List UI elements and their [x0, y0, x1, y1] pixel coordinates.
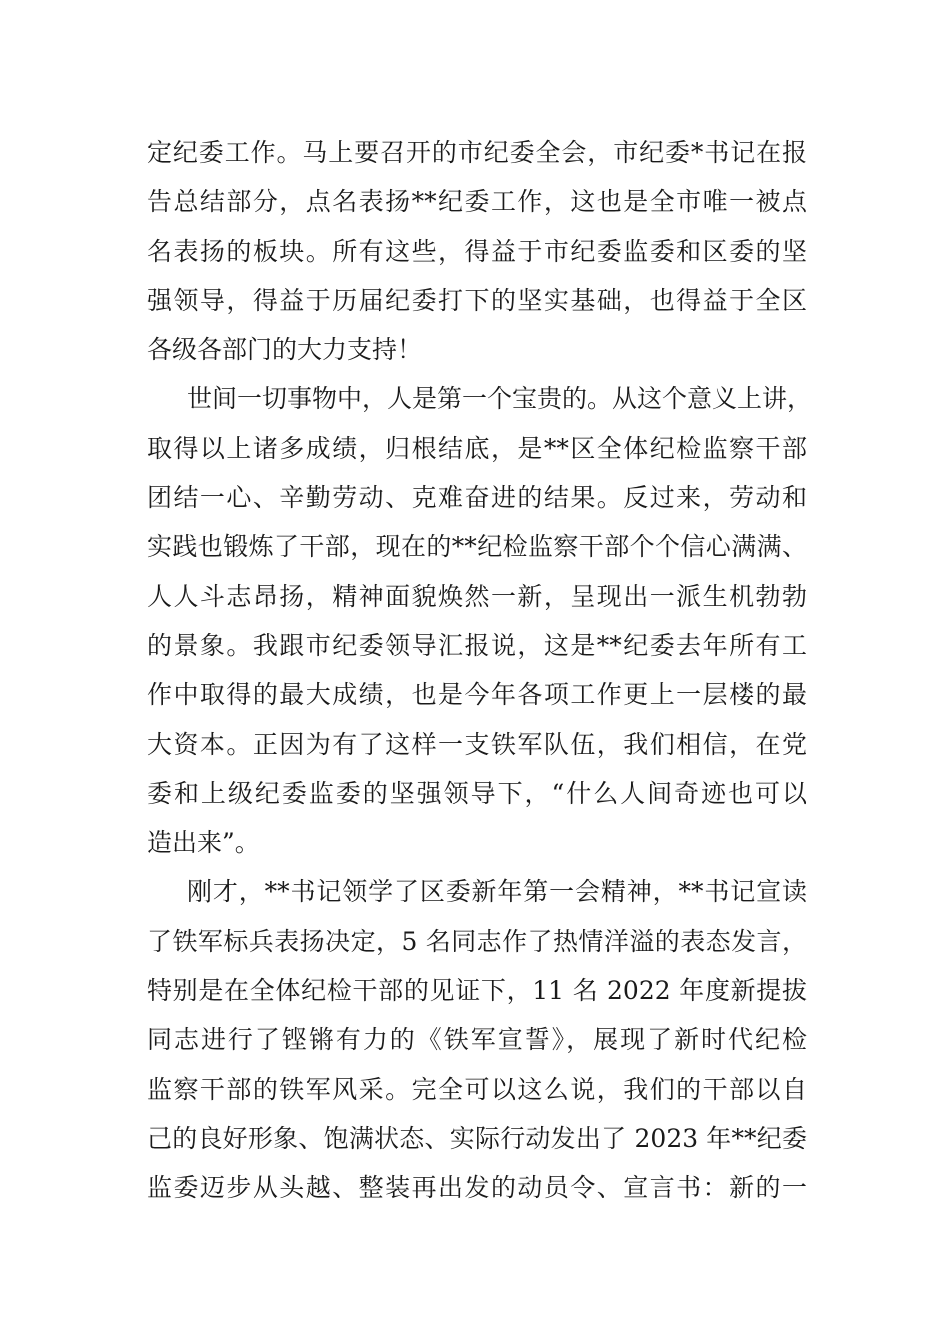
text-line: 委和上级纪委监委的坚强领导下，“什么人间奇迹也可以 [147, 778, 807, 808]
text-line: 造出来”。 [147, 828, 260, 858]
text-line: 特别是在全体纪检干部的见证下，11 名 2022 年度新提拔 [147, 976, 807, 1006]
text-line: 团结一心、辛勤劳动、克难奋进的结果。反过来，劳动和 [147, 483, 807, 513]
text-line: 定纪委工作。马上要召开的市纪委全会，市纪委*书记在报 [147, 138, 807, 167]
text-line: 强领导，得益于历届纪委打下的坚实基础，也得益于全区 [147, 285, 807, 315]
text-line: 大资本。正因为有了这样一支铁军队伍，我们相信，在党 [147, 729, 807, 759]
text-line: 监委迈步从头越、整装再出发的动员令、宣言书：新的一 [147, 1173, 807, 1203]
text-line: 世间一切事物中，人是第一个宝贵的。从这个意义上讲， [187, 384, 813, 414]
text-line: 取得以上诸多成绩，归根结底，是**区全体纪检监察干部 [147, 433, 807, 463]
text-line: 作中取得的最大成绩，也是今年各项工作更上一层楼的最 [147, 680, 807, 710]
text-line: 告总结部分，点名表扬**纪委工作，这也是全市唯一被点 [147, 187, 807, 217]
body-text [147, 128, 813, 1213]
text-line: 名表扬的板块。所有这些，得益于市纪委监委和区委的坚 [147, 236, 807, 266]
text-line: 了铁军标兵表扬决定，5 名同志作了热情洋溢的表态发言， [147, 926, 807, 956]
text-line: 监察干部的铁军风采。完全可以这么说，我们的干部以自 [147, 1074, 807, 1104]
text-line: 实践也锻炼了干部，现在的**纪检监察干部个个信心满满、 [147, 532, 807, 562]
text-line: 刚才，**书记领学了区委新年第一会精神，**书记宣读 [187, 877, 807, 907]
text-line: 各级各部门的大力支持！ [147, 335, 423, 365]
text-line: 的景象。我跟市纪委领导汇报说，这是**纪委去年所有工 [147, 630, 807, 660]
text-line: 同志进行了铿锵有力的《铁军宣誓》，展现了新时代纪检 [147, 1025, 807, 1055]
text-line: 己的良好形象、饱满状态、实际行动发出了 2023 年**纪委 [147, 1123, 807, 1153]
text-line: 人人斗志昂扬，精神面貌焕然一新，呈现出一派生机勃勃 [147, 581, 807, 611]
